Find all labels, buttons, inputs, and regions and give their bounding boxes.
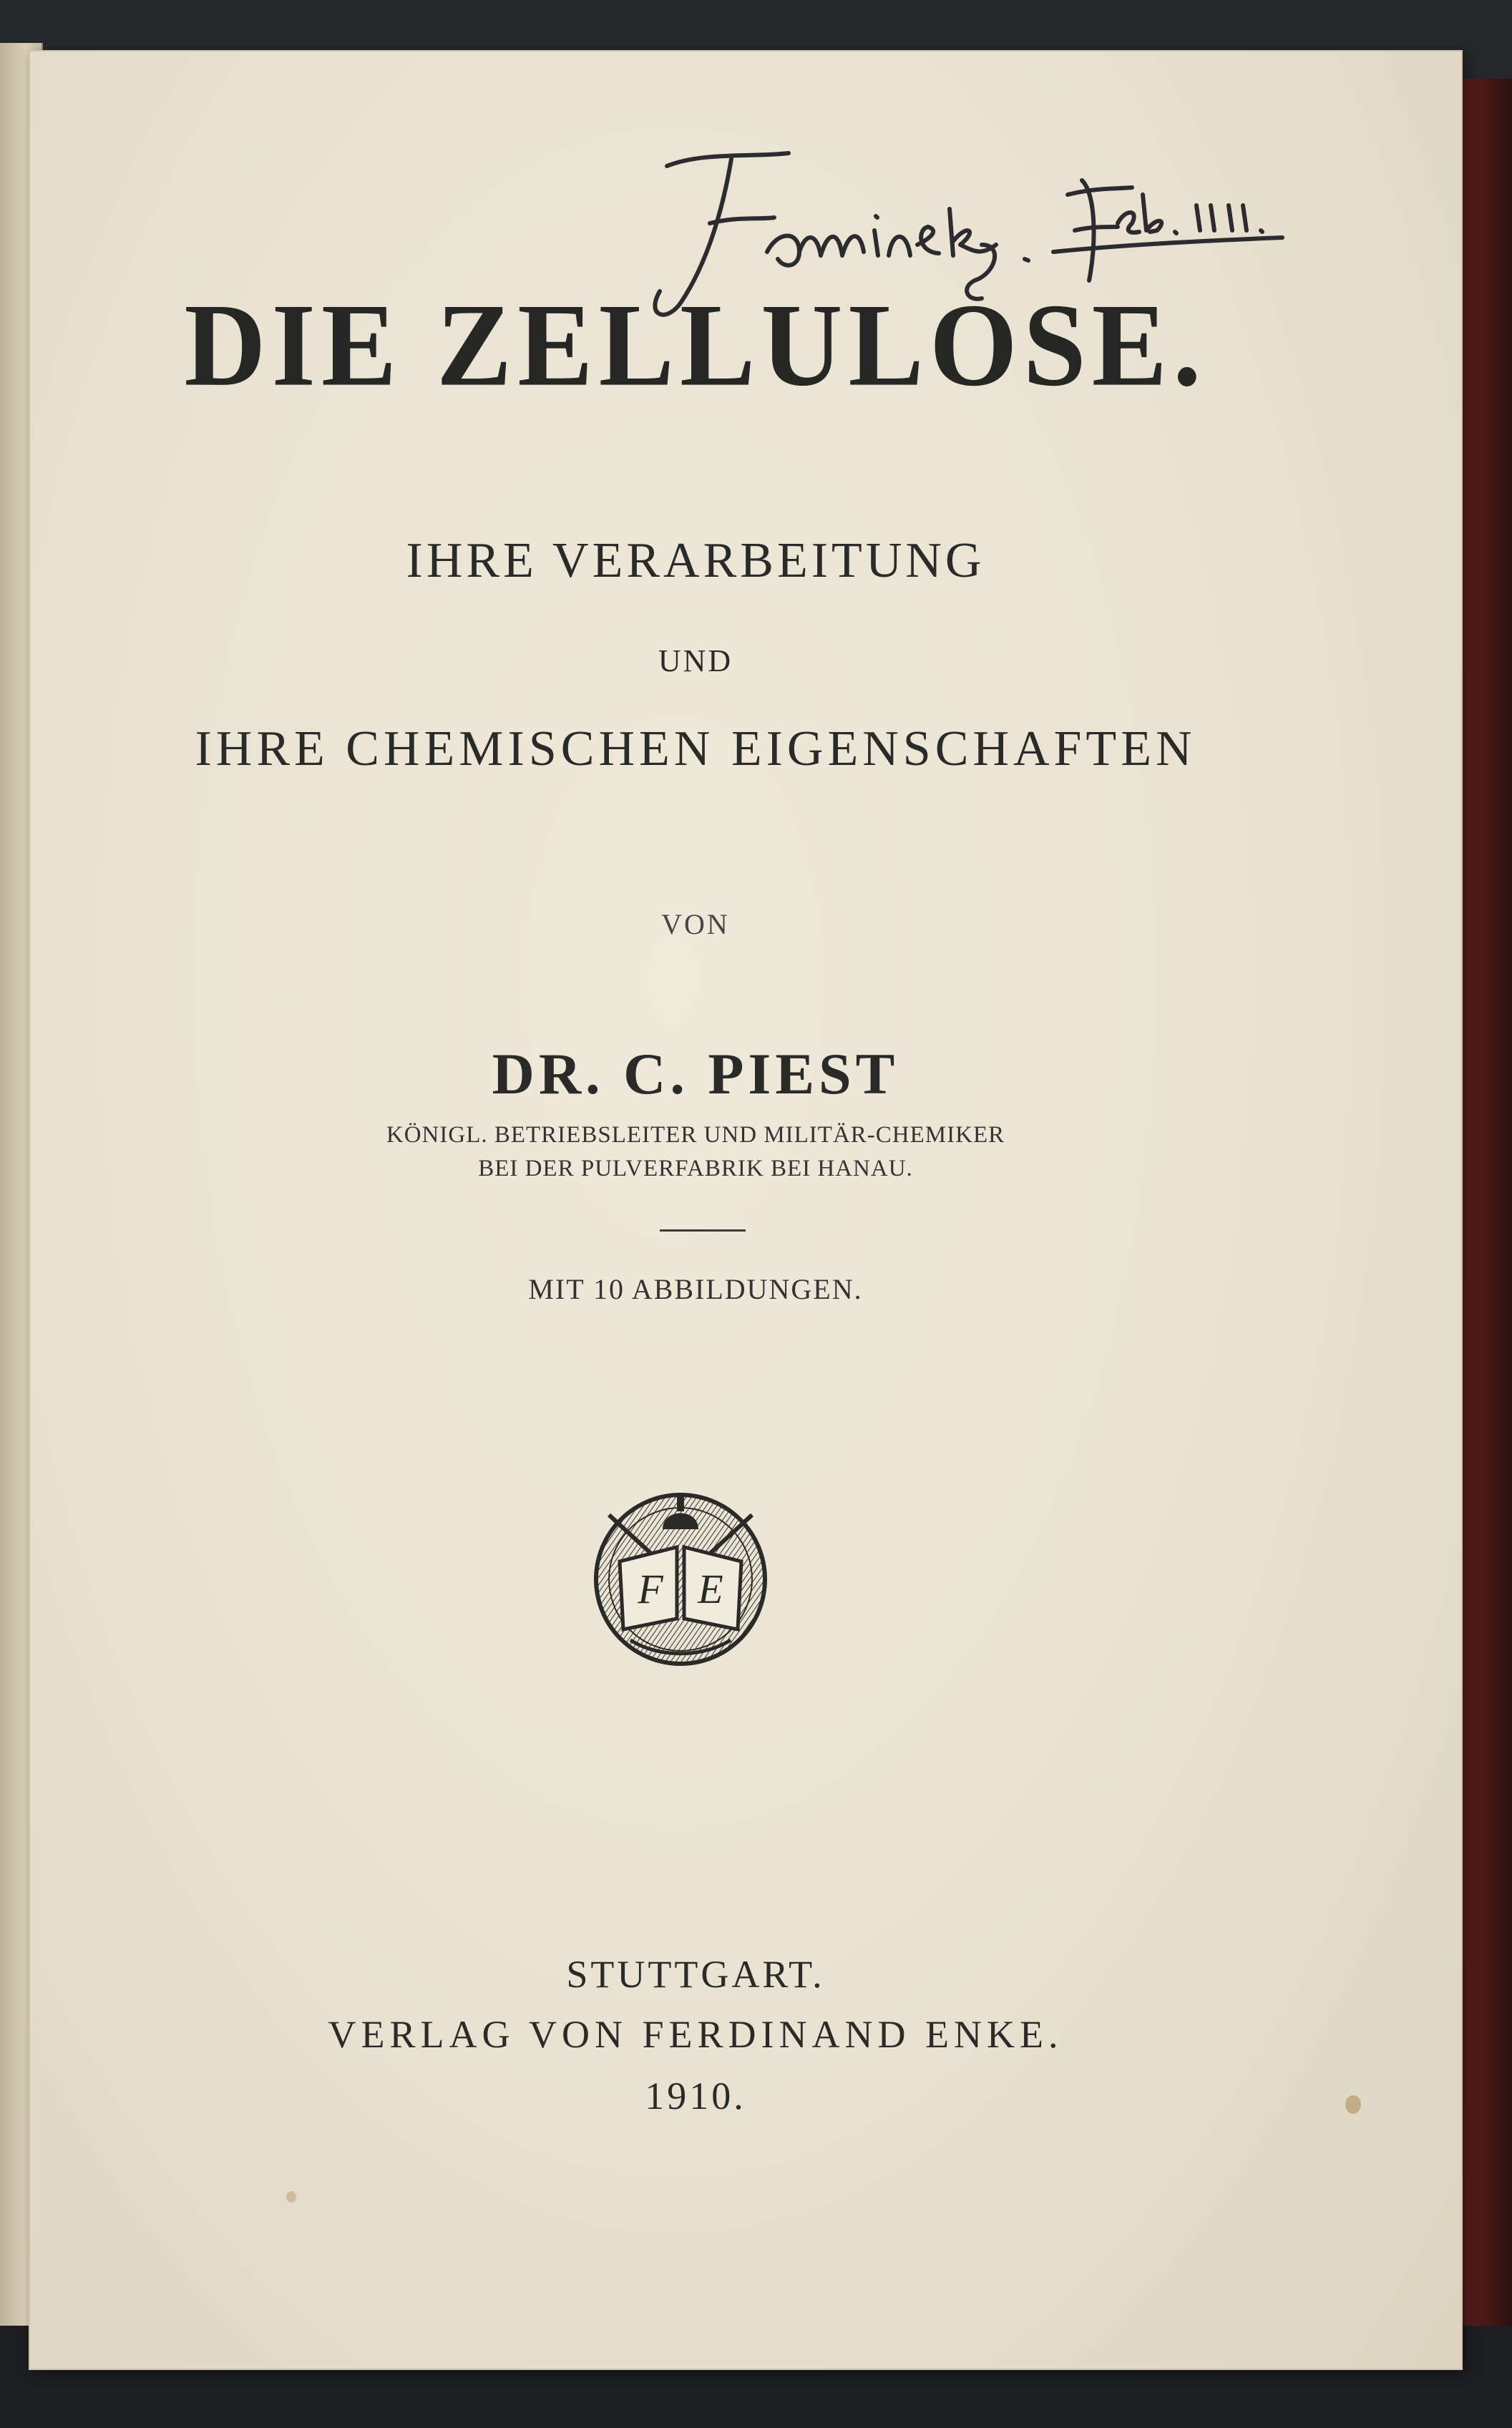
device-letter-e: E xyxy=(698,1566,723,1612)
subtitle-conjunction: UND xyxy=(658,643,733,678)
book-title: DIE ZELLULOSE. xyxy=(184,279,1207,411)
title-page xyxy=(30,52,1461,2369)
publication-year: 1910. xyxy=(645,2074,746,2117)
author-affiliation-2: BEI DER PULVERFABRIK BEI HANAU. xyxy=(478,1156,913,1181)
divider-rule xyxy=(660,1229,746,1232)
subtitle-line-1: IHRE VERARBEITUNG xyxy=(406,533,985,588)
illustrations-note: MIT 10 ABBILDUNGEN. xyxy=(528,1273,863,1305)
subtitle-line-2: IHRE CHEMISCHEN EIGENSCHAFTEN xyxy=(195,721,1196,776)
publisher-device-icon xyxy=(580,1476,781,1676)
byline-von: VON xyxy=(661,908,730,940)
publisher-city: STUTTGART. xyxy=(566,1953,825,1996)
foxing-spot xyxy=(286,2191,296,2203)
publisher-name: VERLAG VON FERDINAND ENKE. xyxy=(328,2013,1063,2056)
device-letter-f: F xyxy=(638,1566,663,1612)
author-name: DR. C. PIEST xyxy=(492,1041,899,1106)
author-affiliation-1: KÖNIGL. BETRIEBSLEITER UND MILITÄR-CHEMIKER xyxy=(386,1122,1005,1148)
foxing-spot xyxy=(1345,2095,1361,2114)
